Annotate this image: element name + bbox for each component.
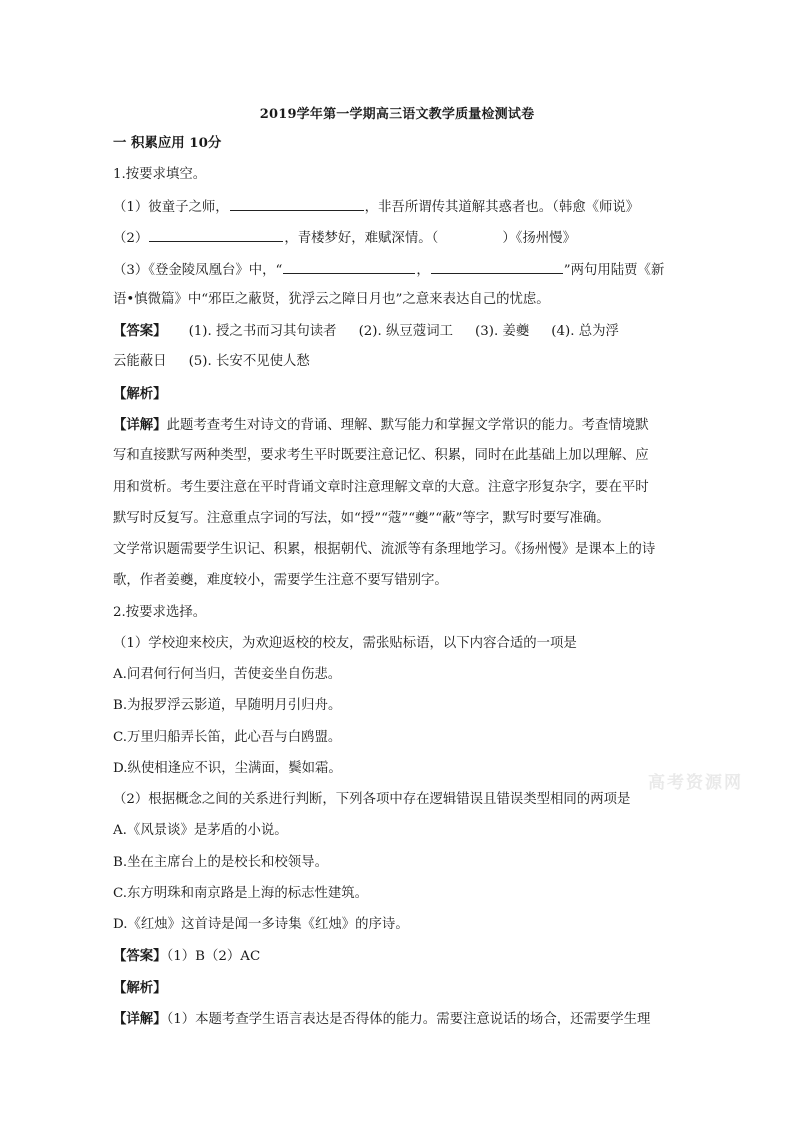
question-2-sub-2: （2）根据概念之间的关系进行判断，下列各项中存在逻辑错误且错误类型相同的两项是	[113, 792, 631, 807]
option-b: B.坐在主席台上的是校长和校领导。	[113, 855, 328, 870]
detail-label: 【详解】	[113, 417, 167, 433]
detail-line-1	[113, 1010, 650, 1029]
detail-text: 此题考查考生对诗文的背诵、理解、默写能力和掌握文学常识的能力。考查情境默	[166, 418, 649, 433]
option-d: D.《红烛》这首诗是闻一多诗集《红烛》的序诗。	[113, 917, 409, 932]
item-2-suffix: ）《扬州慢》	[502, 231, 576, 246]
analysis-label: 【解析】	[113, 386, 167, 402]
detail-line-5: 文学常识题需要学生识记、积累，根据朝代、流派等有条理地学习。《扬州慢》是课本上的诗	[113, 542, 656, 557]
answer-line	[113, 947, 260, 966]
option-d: D.纵使相逢应不识，尘满面，鬓如霜。	[113, 761, 342, 776]
answer-text: （1）B（2）AC	[166, 949, 261, 964]
answer-line-2	[113, 353, 310, 371]
question-1-item-1	[113, 197, 639, 217]
question-2-stem: 2.按要求选择。	[113, 605, 207, 620]
section-heading: 一 积累应用 10分	[113, 135, 222, 151]
item-2-prefix: （2）	[113, 231, 149, 246]
question-1-item-3	[113, 260, 664, 280]
detail-line-6: 歌，作者姜夔，难度较小，需要学生注意不要写错别字。	[113, 573, 448, 588]
option-c: C.东方明珠和南京路是上海的标志性建筑。	[113, 886, 369, 901]
answer-5: (5). 长安不见使人愁	[188, 354, 310, 369]
option-c: C.万里归船弄长笛，此心吾与白鸥盟。	[113, 730, 342, 745]
item-3-suffix: ”两句用陆贾《新	[563, 263, 665, 278]
detail-label: 【详解】	[113, 1011, 167, 1027]
fill-blank	[149, 228, 283, 242]
answer-3: (3). 姜夔	[475, 324, 530, 339]
answer-1: (1). 授之书而习其句读者	[188, 324, 337, 339]
answer-line-1	[113, 322, 619, 341]
item-1-prefix: （1）彼童子之师，	[113, 200, 229, 215]
item-1-suffix: ，非吾所谓传其道解其惑者也。（韩愈《师说》	[364, 200, 640, 215]
question-1-item-2	[113, 228, 576, 248]
option-a: A.问君何行何当归，苦使妾坐自伤悲。	[113, 667, 342, 682]
question-1-item-3-cont: 语•慎微篇》中“邪臣之蔽贤，犹浮云之障日月也”之意来表达自己的忧虑。	[113, 292, 550, 307]
detail-text: （1）本题考查学生语言表达是否得体的能力。需要注意说话的场合，还需要学生理	[166, 1012, 651, 1027]
question-2-sub-1: （1）学校迎来校庆，为欢迎返校的校友，需张贴标语，以下内容合适的一项是	[113, 636, 577, 651]
option-a: A.《风景谈》是茅盾的小说。	[113, 823, 288, 838]
answer-4-cont: 云能蔽日	[113, 354, 167, 369]
fill-blank	[431, 260, 563, 274]
detail-line-1	[113, 416, 649, 435]
detail-line-3: 用和赏析。考生要注意在平时背诵文章时注意理解文章的大意。注意字形复杂字，要在平时	[113, 480, 649, 495]
answer-4: (4). 总为浮	[551, 324, 619, 339]
item-2-middle: ，青楼梦好，难赋深情。（	[284, 231, 439, 246]
fill-blank	[283, 260, 415, 274]
option-b: B.为报罗浮云影道，早随明月引归舟。	[113, 698, 342, 713]
detail-line-4: 默写时反复写。注意重点字词的写法，如“授”“蔻”“夔”“蔽”等字，默写时要写准确。	[113, 511, 610, 526]
answer-2: (2). 纵豆蔻词工	[358, 324, 453, 339]
fill-blank	[230, 197, 364, 211]
question-1-stem: 1.按要求填空。	[113, 167, 207, 182]
watermark: 高考资源网	[648, 773, 743, 793]
detail-line-2: 写和直接默写两种类型，要求考生平时既要注意记忆、积累，同时在此基础上加以理解、应	[113, 448, 649, 463]
answer-label: 【答案】	[113, 323, 167, 339]
page-title: 2019学年第一学期高三语文教学质量检测试卷	[259, 107, 535, 122]
analysis-label: 【解析】	[113, 980, 167, 996]
item-3-comma: ，	[416, 263, 430, 278]
item-3-prefix: （3）《登金陵凤凰台》中，“	[113, 263, 283, 278]
answer-label: 【答案】	[113, 948, 167, 964]
